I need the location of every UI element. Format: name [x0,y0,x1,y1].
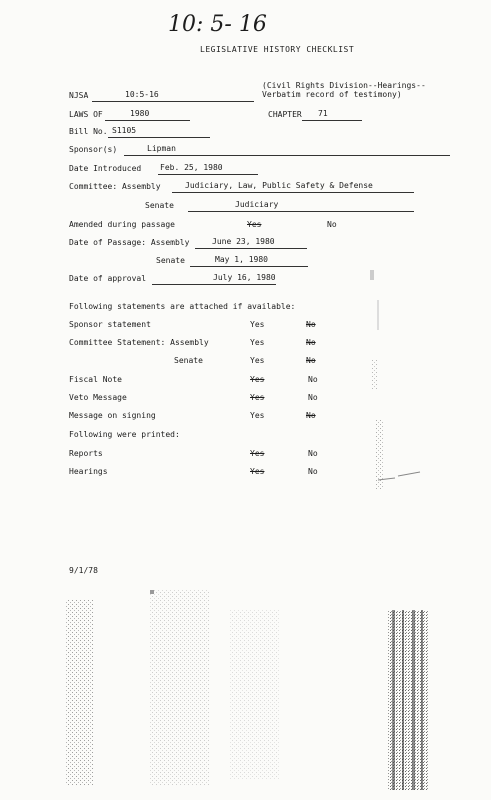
committee-assembly-value: Judiciary, Law, Public Safety & Defense [185,181,373,190]
attached-row-no: No [308,393,318,402]
page-title: LEGISLATIVE HISTORY CHECKLIST [200,45,355,54]
handwritten-number: 10: 5- 16 [168,12,267,37]
amended-yes: Yes [247,220,262,229]
bill-no-label: Bill No. [69,127,108,136]
chapter-label: CHAPTER [268,110,302,119]
attached-row-yes: Yes [250,338,265,347]
note-line-1: (Civil Rights Division--Hearings-- [262,81,426,90]
printed-row-no: No [308,449,318,458]
attached-row-no: No [308,375,318,384]
laws-of-value: 1980 [130,109,150,118]
printed-row-yes: Yes [250,449,265,458]
attached-row-label: Senate [174,356,203,365]
attached-row-label: Veto Message [69,393,127,402]
njsa-value: 10:5-16 [125,90,159,99]
attached-row-yes: Yes [250,411,265,420]
printed-row-yes: Yes [250,467,265,476]
sponsors-value: Lipman [147,144,176,153]
note-line-2: Verbatim record of testimony) [262,90,402,99]
printed-row-label: Reports [69,449,103,458]
attached-row-no: No [306,320,316,329]
attached-row-label: Sponsor statement [69,320,151,329]
passage-senate-value: May 1, 1980 [215,255,268,264]
committee-senate-value: Judiciary [235,200,279,209]
passage-assembly-label: Date of Passage: Assembly [69,238,190,247]
approval-label: Date of approval [69,274,147,283]
attached-row-label: Fiscal Note [69,375,122,384]
chapter-value: 71 [318,109,328,118]
committee-senate-label: Senate [145,201,174,210]
amended-no: No [327,220,337,229]
printed-row-no: No [308,467,318,476]
date-introduced-value: Feb. 25, 1980 [160,163,223,172]
attached-row-no: No [306,356,316,365]
printed-heading: Following were printed: [69,430,180,439]
date-introduced-label: Date Introduced [69,164,142,173]
attached-row-yes: Yes [250,393,265,402]
attached-row-yes: Yes [250,320,265,329]
laws-of-label: LAWS OF [69,110,103,119]
njsa-label: NJSA [69,91,89,100]
passage-assembly-value: June 23, 1980 [212,237,275,246]
bill-no-value: S1105 [112,126,137,135]
attached-row-label: Committee Statement: Assembly [69,338,209,347]
footer-date: 9/1/78 [69,566,98,575]
attached-row-no: No [306,411,316,420]
approval-value: July 16, 1980 [213,273,276,282]
attached-row-yes: Yes [250,375,265,384]
attached-row-yes: Yes [250,356,265,365]
attached-row-no: No [306,338,316,347]
printed-row-label: Hearings [69,467,108,476]
attached-heading: Following statements are attached if available: [69,302,296,311]
passage-senate-label: Senate [156,256,185,265]
attached-row-label: Message on signing [69,411,156,420]
amended-label: Amended during passage [69,220,175,229]
committee-assembly-label: Committee: Assembly [69,182,161,191]
sponsors-label: Sponsor(s) [69,145,118,154]
